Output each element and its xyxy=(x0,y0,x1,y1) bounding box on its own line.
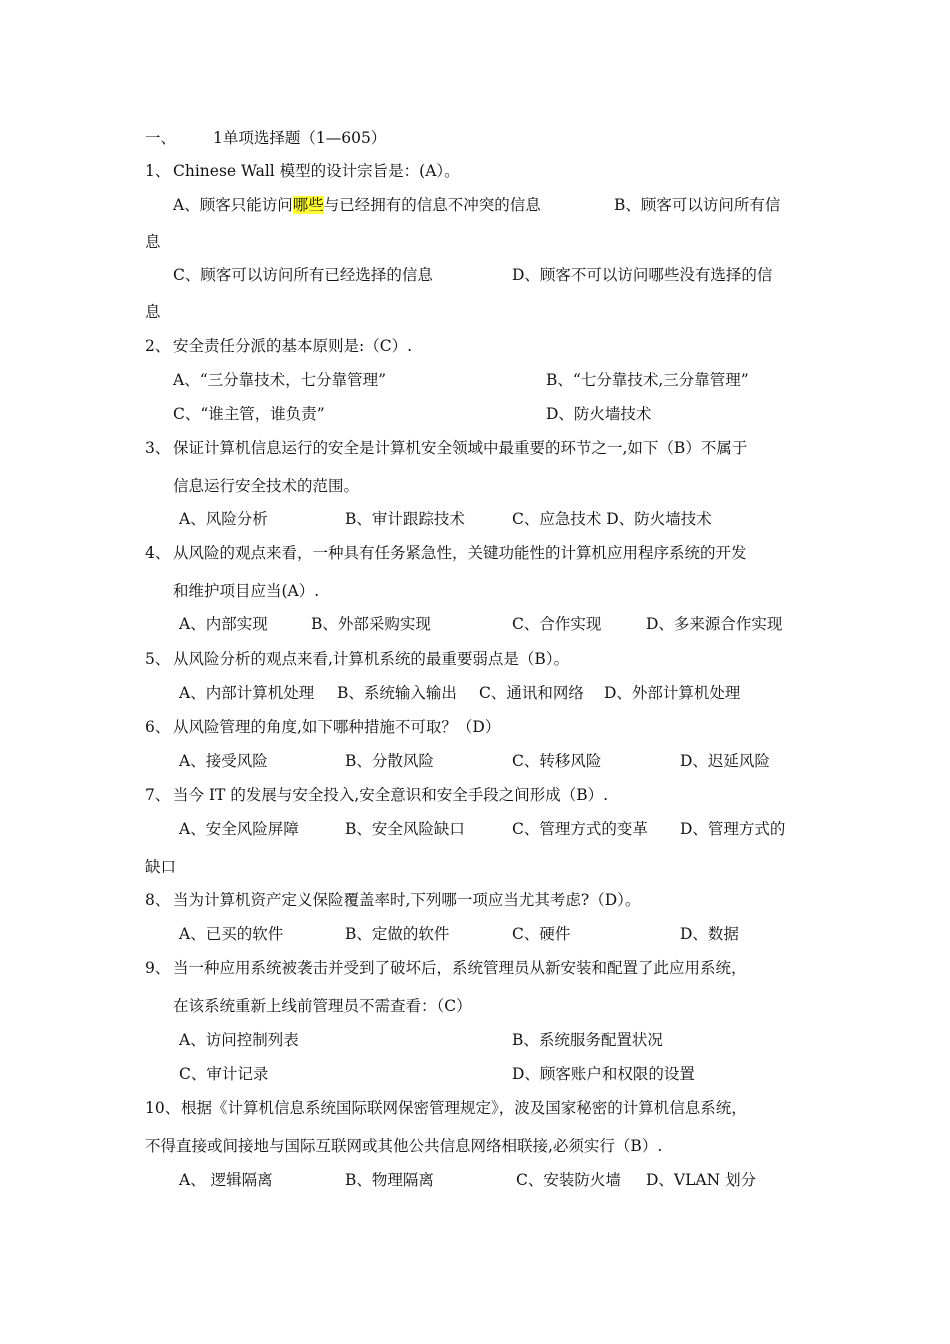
question-stem: 当一种应用系统被袭击并受到了破坏后，系统管理员从新安装和配置了此应用系统， xyxy=(173,959,747,977)
option-b: B、定做的软件 xyxy=(345,925,450,943)
option-a xyxy=(173,195,541,215)
option-c: C、顾客可以访问所有已经选择的信息 xyxy=(173,266,433,284)
option-c: C、管理方式的变革 xyxy=(512,820,648,838)
question-stem-cont: 不得直接或间接地与国际互联网或其他公共信息网络相联接,必须实行（B）. xyxy=(145,1137,663,1155)
question-number: 7、 xyxy=(145,786,171,804)
question-number: 8、 xyxy=(145,891,171,909)
option-a: A、安全风险屏障 xyxy=(179,820,299,838)
option-a: A、接受风险 xyxy=(179,752,268,770)
option-d: D、防火墙技术 xyxy=(546,405,652,423)
question-number: 9、 xyxy=(145,959,171,977)
option-d-wrap: 缺口 xyxy=(145,858,177,876)
option-c: C、“谁主管，谁负责” xyxy=(173,405,325,423)
option-d: D、迟延风险 xyxy=(680,752,770,770)
option-b: B、顾客可以访问所有信 xyxy=(614,196,781,214)
option-b: B、系统服务配置状况 xyxy=(512,1031,663,1049)
question-stem: 安全责任分派的基本原则是:（C）. xyxy=(173,337,413,355)
option-d: D、外部计算机处理 xyxy=(604,684,741,702)
question-stem: 从风险分析的观点来看,计算机系统的最重要弱点是（B）。 xyxy=(173,650,570,668)
highlighted-text: 哪些 xyxy=(292,196,324,214)
option-b: B、系统输入输出 xyxy=(337,684,457,702)
option-d: D、管理方式的 xyxy=(680,820,786,838)
option-c: C、硬件 xyxy=(512,925,571,943)
question-stem: 从风险的观点来看，一种具有任务紧急性，关键功能性的计算机应用程序系统的开发 xyxy=(173,544,747,562)
question-stem: 根据《计算机信息系统国际联网保密管理规定》，波及国家秘密的计算机信息系统， xyxy=(181,1099,747,1117)
question-stem: Chinese Wall 模型的设计宗旨是：(A）。 xyxy=(173,162,460,180)
option-a-text-cont: 与已经拥有的信息不冲突的信息 xyxy=(323,196,541,214)
option-b-wrap: 息 xyxy=(145,233,161,251)
option-b: B、“七分靠技术,三分靠管理” xyxy=(546,371,749,389)
option-b: B、审计跟踪技术 xyxy=(345,510,465,528)
option-c: C、安装防火墙 xyxy=(516,1171,621,1189)
question-stem: 保证计算机信息运行的安全是计算机安全领域中最重要的环节之一,如下（B）不属于 xyxy=(173,439,748,457)
option-a: A、已买的软件 xyxy=(179,925,284,943)
option-d: D、VLAN 划分 xyxy=(646,1171,757,1189)
option-a: A、内部计算机处理 xyxy=(179,684,315,702)
option-c: C、转移风险 xyxy=(512,752,602,770)
option-d: D、多来源合作实现 xyxy=(646,615,783,633)
option-a: A、风险分析 xyxy=(179,510,268,528)
question-number: 4、 xyxy=(145,544,171,562)
option-a: A、访问控制列表 xyxy=(179,1031,299,1049)
option-c: C、审计记录 xyxy=(179,1065,269,1083)
option-b: B、外部采购实现 xyxy=(311,615,431,633)
section-number: 一、 xyxy=(145,129,177,147)
question-number: 6、 xyxy=(145,718,171,736)
section-title: 1单项选择题（1—605） xyxy=(213,129,387,147)
question-number: 2、 xyxy=(145,337,171,355)
option-d: D、顾客账户和权限的设置 xyxy=(512,1065,695,1083)
option-d: D、数据 xyxy=(680,925,739,943)
option-a: A、“三分靠技术，七分靠管理” xyxy=(173,371,387,389)
option-c: C、通讯和网络 xyxy=(479,684,584,702)
option-d: D、顾客不可以访问哪些没有选择的信 xyxy=(512,266,773,284)
option-c: C、合作实现 xyxy=(512,615,602,633)
question-number: 5、 xyxy=(145,650,171,668)
option-a: A、内部实现 xyxy=(179,615,268,633)
question-stem-cont: 在该系统重新上线前管理员不需查看：（C） xyxy=(173,997,472,1015)
option-a-text: A、顾客只能访问 xyxy=(173,196,293,214)
option-a: A、 逻辑隔离 xyxy=(179,1171,273,1189)
question-stem: 当今 IT 的发展与安全投入,安全意识和安全手段之间形成（B）. xyxy=(173,786,609,804)
question-stem-cont: 和维护项目应当(A）. xyxy=(173,582,320,600)
option-b: B、物理隔离 xyxy=(345,1171,434,1189)
question-stem: 当为计算机资产定义保险覆盖率时,下列哪一项应当尤其考虑?（D）。 xyxy=(173,891,641,909)
option-b: B、安全风险缺口 xyxy=(345,820,465,838)
question-number: 1、 xyxy=(145,162,171,180)
question-number: 10、 xyxy=(145,1099,181,1117)
question-stem: 从风险管理的角度,如下哪种措施不可取？（D） xyxy=(173,718,501,736)
question-number: 3、 xyxy=(145,439,171,457)
option-cd: C、应急技术 D、防火墙技术 xyxy=(512,510,712,528)
option-b: B、分散风险 xyxy=(345,752,434,770)
option-d-wrap: 息 xyxy=(145,303,161,321)
question-stem-cont: 信息运行安全技术的范围。 xyxy=(173,477,360,495)
